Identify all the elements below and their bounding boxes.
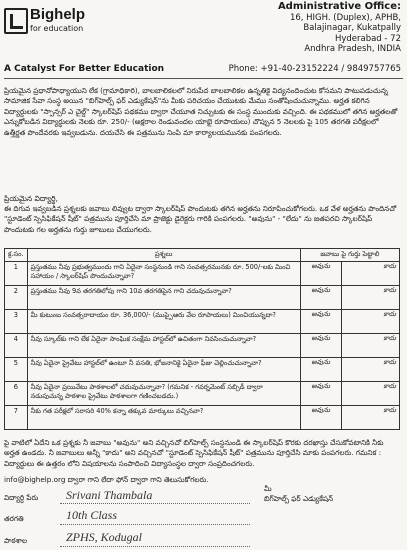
tagline: A Catalyst For Better Education (4, 64, 165, 74)
answer-yes[interactable]: అవును (300, 286, 341, 310)
school-label: పాఠశాల (4, 536, 28, 545)
office-title: Administrative Office: (277, 1, 401, 12)
row-question: నీకు గత పరీక్షలో సరాసరి 40% కన్నా తక్కువ మార్కులు వచ్చినవా? (27, 406, 300, 430)
answer-yes[interactable]: అవును (300, 334, 341, 358)
table-row (5, 382, 400, 406)
contact-email: info@bighelp.org ద్వారా గాని లేదా ఫోన్ ద్వారా గాని తెలుసుకోగలరు. (4, 475, 209, 484)
class-underline (60, 524, 250, 525)
office-address (231, 2, 401, 55)
answer-yes[interactable]: అవును (300, 382, 341, 406)
row-number: 4 (5, 334, 28, 358)
col-question-header: ప్రశ్నలు (27, 249, 300, 262)
row-number: 1 (5, 262, 28, 286)
table-row (5, 358, 400, 382)
row-number: 3 (5, 310, 28, 334)
logo-mark-icon (4, 8, 28, 34)
brand-subtitle: for education (30, 24, 84, 33)
row-number: 5 (5, 358, 28, 382)
office-line: Andhra Pradesh, INDIA (304, 44, 401, 54)
row-question: నీవు ఏదైనా ప్రయివేటు పాఠశాలలో చదువుచున్నావా? (గమనిక - గవర్నమెంట్ సబ్సిడీ ద్వారా నడుపుచున్న పాఠశాల ప్రైవేటు పాఠశాలగా గణించబడదు.) (27, 382, 300, 406)
name-underline (60, 503, 250, 504)
table-row (5, 406, 400, 430)
footer-note: పై వాటిలో ఏదేని ఒక ప్రశ్నకు నీ జవాబు "అవును" అని వచ్చినచో బిగ్‌హెల్ప్ సంస్థనుండి ఈ స్కాలర్‌షిప్ కొరకు దరఖాస్తు చేసుకోవటానికి నీకు అర్హత ఉండదు. నీ జవాబులు అన్నీ "కాదు" అని వచ్చినచో "స్టూడెంట్ స్పెసిఫికేషన్ షీట్" పత్రమును పూర్తిచేసి మాకు పంపగలరు. గమనిక : విద్యార్థులు ఈ ఉత్తరం లోని విషయాలను సంపాదించి విద్యాసంస్థల ద్వారా సంప్రదించగలరు. (4, 438, 384, 468)
class-label: తరగతి (4, 514, 24, 523)
table-row (5, 310, 400, 334)
instructions-paragraph: ఈ దిగువ ఇవ్వబడిన ప్రశ్నలకు జవాబు లివ్వుట ద్వారా స్కాలర్‌షిప్ పొందుటకు తగిన అర్హతను నిరూపించుకోగలరు. ఒక వేళ అర్హతను పొందినచో "స్టూడెంట్ స్పెసిఫికేషన్ షీట్" పత్రమును పూర్తిచేసి మా ప్రాజెక్టు డైరెక్టరు గారికి పంపగలరు. "అవును" - "లేదు" ను జతపరచి స్కాలర్‌షిప్ పొందుటకు గల అర్హతను గుర్తు జూబులు చేయుగలరు. (4, 204, 397, 234)
answer-no[interactable]: కాదు (341, 382, 399, 406)
org-signature: బిగ్‌హెల్ప్ ఫర్ ఎడ్యుకేషన్ (264, 494, 334, 503)
table-row (5, 334, 400, 358)
class-value[interactable]: 10th Class (66, 508, 118, 522)
answer-yes[interactable]: అవును (300, 358, 341, 382)
answer-yes[interactable]: అవును (300, 262, 341, 286)
answer-no[interactable]: కాదు (341, 358, 399, 382)
school-value[interactable]: ZPHS, Kodugal (66, 530, 143, 544)
office-line: Balajinagar, Kukatpally (303, 23, 401, 33)
student-salutation: ప్రియమైన విద్యార్థి, (4, 194, 58, 203)
row-question: నీవు ఏదైనా ప్రైవేటు హాస్టల్‌లో ఉంటూ నీ వసతి, భోజనానికై ఏదైనా ఫీజు చెల్లించుచున్నావా? (27, 358, 300, 382)
table-row (5, 262, 400, 286)
answer-no[interactable]: కాదు (341, 310, 399, 334)
answer-no[interactable]: కాదు (341, 406, 399, 430)
eligibility-table (4, 248, 400, 430)
row-number: 2 (5, 286, 28, 310)
row-question: మీ కుటుంబ సంవత్సరాదాయం రూ. 36,000/- (ముప్పైఆరు వేల రూపాయలు) మించియున్నదా? (27, 310, 300, 334)
row-question: ప్రస్తుతము నీవు 9వ తరగతిలోపు గాని 10వ తరగతిపైన గాని చదువుచున్నావా? (27, 286, 300, 310)
closing-word: మీ (264, 484, 272, 493)
brand-name: Bighelp (30, 6, 85, 23)
answer-no[interactable]: కాదు (341, 334, 399, 358)
office-line: 16, HIGH. (Duplex), APHB, (289, 12, 401, 23)
answer-yes[interactable]: అవును (300, 406, 341, 430)
answer-no[interactable]: కాదు (341, 262, 399, 286)
student-name-value[interactable]: Srivani Thambala (66, 488, 153, 502)
office-line: Hyderabad - 72 (334, 33, 401, 44)
table-row (5, 286, 400, 310)
row-number: 6 (5, 382, 28, 406)
phone-number: Phone: +91-40-23152224 / 9849757765 (228, 64, 401, 74)
student-name-label: విద్యార్థి పేరు (4, 493, 39, 502)
header-divider (4, 78, 403, 79)
bighelp-logo (4, 6, 184, 46)
answer-yes[interactable]: అవును (300, 310, 341, 334)
signature-block (264, 484, 333, 504)
table-header-row (5, 249, 400, 262)
school-underline (60, 546, 250, 547)
col-number-header: క్ర.సం. (5, 249, 28, 262)
row-number: 7 (5, 406, 28, 430)
row-question: ప్రస్తుతము నీవు ప్రభుత్వముందు గాని ఏదైనా సంస్థనుండి గాని సంవత్సరమునకు రూ. 500/-లకు మించి సహాయం / స్కాలర్‌షిప్ పొందుచున్నావా? (27, 262, 300, 286)
intro-paragraph: ప్రియమైన ప్రధానోపాధ్యాయుని లేక (గ్రామాధికారి), బాలబాలికలలో నిరుపేద బాలబాలికల ఉన్నతికై విద్యనందించుట కోసమని పాటుపడుచున్న సామాజిక సేవా సంస్థ అయిన "బిగ్‌హెల్ప్ ఫర్ ఎడ్యుకేషన్"ను మీకు పరిచయం చేయుటకు మేము సంతోషించుచున్నాము. అర్హత కలిగిన విద్యార్థులకు "స్పాన్సర్ ఎ చైల్డ్" స్కాలర్‌షిప్ పథకము ద్వారా చేయూత నిచ్చుటకు ఈ సంస్థ ముందుకు వచ్చింది. ఈ పథకములో తగిన అర్హతలతో ఎన్నుకోబడిన విద్యార్థులకు నెలకు రూ. 250/- (అక్షరాల రెండువందల యాభై రూపాయలు) చొప్పున 5 నెలలకు పై 105 తరగతి పరీక్షలలో ఉత్తీర్ణత పొందేవరకు ఇవ్వబడును. దయచేసి ఈ పత్రమును నింపి మా కార్యాలయమునకు పంపగలరు. (4, 86, 398, 137)
row-question: నీవు స్కూల్‌కు గాని లేక ఏదైనా సాంఘిక సంక్షేమ హాస్టల్‌లో ఉచితంగా నివసించుచున్నావా? (27, 334, 300, 358)
answer-no[interactable]: కాదు (341, 286, 399, 310)
col-answer-header: జవాబు పై గుర్తు పెట్టాలి (300, 249, 399, 262)
